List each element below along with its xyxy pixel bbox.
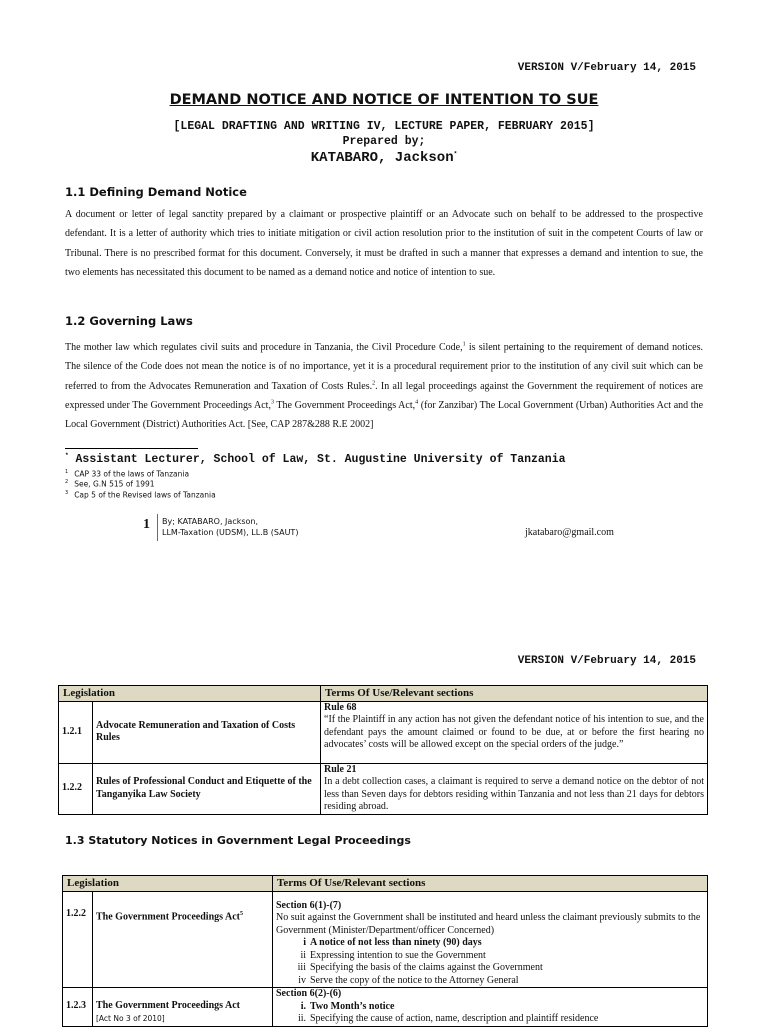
author-name bbox=[0, 150, 768, 166]
list-item bbox=[276, 975, 704, 988]
legislation-name: The Government Proceedings Act bbox=[96, 910, 240, 922]
version-label: VERSION V/February 14, 2015 bbox=[517, 655, 696, 667]
footnote-text: Cap 5 of the Revised laws of Tanzania bbox=[74, 490, 216, 500]
section-text: No suit against the Government shall be instituted and heard unless the claimant previously submits to the Government (Minister/Department/officer Concerned) bbox=[276, 912, 701, 936]
list-number: iv bbox=[298, 974, 306, 986]
section-heading-1-2: 1.2 Governing Laws bbox=[65, 314, 193, 328]
table-header-row bbox=[59, 686, 708, 702]
footer-line: By; KATABARO, Jackson, bbox=[162, 517, 259, 526]
list-text: Serve the copy of the notice to the Attorney General bbox=[310, 974, 519, 986]
list-text: Two Month’s notice bbox=[310, 1000, 395, 1012]
list-text: Expressing intention to sue the Government bbox=[310, 949, 486, 961]
footnote-text: Assistant Lecturer, School of Law, St. Augustine University of Tanzania bbox=[75, 452, 566, 466]
terms-cell bbox=[273, 988, 708, 1027]
author-name-text: KATABARO, Jackson bbox=[310, 150, 454, 166]
footnote-mark: * bbox=[65, 452, 69, 459]
list-number: i bbox=[303, 937, 306, 948]
legislation-cell: Advocate Remuneration and Taxation of Costs Rules bbox=[93, 701, 321, 763]
body-text: The Government Proceedings Act, bbox=[273, 399, 416, 411]
column-header: Legislation bbox=[59, 686, 321, 702]
legislation-cell bbox=[93, 891, 273, 988]
body-text: is silent pertaining to the requirement of demand notices. The silence of the Code does not mean the notice is of no importance, yet it is a procedural requirement prior to the institution of any civil suit which can be referred to from the Advocates Remuneration and Taxation of Costs Rules. bbox=[65, 342, 704, 392]
table-row bbox=[59, 763, 708, 814]
legislation-table-2 bbox=[62, 875, 708, 1027]
list-text: Specifying the cause of action, name, description and plaintiff residence bbox=[310, 1013, 599, 1024]
rule-text: “If the Plaintiff in any action has not given the defendant notice of his intention to sue, and the defendant pays the amount claimed or found to be due, at or before the first hearing no advocates’ costs will be allowed except on the special orders of the judge.” bbox=[324, 714, 704, 750]
list-number: ii. bbox=[297, 1013, 306, 1024]
rule-text: In a debt collection cases, a claimant is required to serve a demand notice on the debtor of not less than Seven days for debtors residing within Tanzania and not less than 21 days for debtors residing abroad. bbox=[324, 776, 704, 812]
prepared-by-label: Prepared by; bbox=[342, 135, 426, 148]
list-item bbox=[276, 937, 704, 950]
section-label: Section 6(2)-(6) bbox=[276, 988, 342, 999]
footnote-mark: 2 bbox=[65, 479, 69, 485]
footer-divider bbox=[157, 514, 158, 541]
section-label: Section 6(1)-(7) bbox=[276, 899, 342, 911]
list-text: A notice of not less than ninety (90) days bbox=[310, 937, 482, 948]
footnote-mark: 3 bbox=[65, 490, 69, 496]
section-heading-1-1: 1.1 Defining Demand Notice bbox=[65, 185, 247, 199]
section-body-1-1: A document or letter of legal sanctity prepared by a claimant or prospective plaintiff or an Advocate such on behalf to be addressed to the prospective defendant. It is a letter of authority which tries to initiate mitigation or civil action resolution prior to the institution of suit in the competent Courts of law or Tribunal. There is no prescribed format for this document. Conversely, it must be drafted in such a manner that expresses a demand and intention to sue, the two elements has necessitated this document to be named as a demand notice and notice of intention to sue. bbox=[65, 209, 703, 278]
column-header: Legislation bbox=[63, 876, 273, 892]
table-row bbox=[63, 988, 708, 1027]
table-row bbox=[63, 891, 708, 988]
footnote-2 bbox=[65, 479, 155, 489]
body-text: The mother law which regulates civil suits and procedure in Tanzania, the Civil Procedure Code, bbox=[65, 342, 463, 353]
footnote-ref: 3 bbox=[270, 399, 274, 406]
rule-label: Rule 68 bbox=[324, 701, 357, 713]
terms-cell bbox=[321, 701, 708, 763]
page-number: 1 bbox=[143, 517, 150, 532]
footnote-mark: 1 bbox=[65, 469, 69, 475]
terms-cell bbox=[321, 763, 708, 814]
legislation-table-1 bbox=[58, 685, 708, 815]
footnote-ref: 5 bbox=[239, 910, 243, 917]
footnote-1 bbox=[65, 469, 189, 479]
legislation-cell: Rules of Professional Conduct and Etiquette of the Tanganyika Law Society bbox=[93, 763, 321, 814]
list-item bbox=[276, 962, 704, 975]
table-header-row bbox=[63, 876, 708, 892]
list-item bbox=[276, 950, 704, 963]
legislation-cell bbox=[93, 988, 273, 1027]
footnote-3 bbox=[65, 490, 216, 500]
body-text: . In all legal proceedings against the Government the requirement of notices are expressed under The Government Proceedings Act, bbox=[65, 380, 703, 411]
footer-email: jkatabaro@gmail.com bbox=[525, 527, 614, 538]
row-number: 1.2.3 bbox=[63, 988, 93, 1027]
list-number: i. bbox=[300, 1000, 306, 1012]
row-number: 1.2.2 bbox=[59, 763, 93, 814]
column-header: Terms Of Use/Relevant sections bbox=[321, 686, 708, 702]
section-heading-1-3: 1.3 Statutory Notices in Government Legal Proceedings bbox=[65, 834, 411, 847]
footnote-text: See, G.N 515 of 1991 bbox=[74, 479, 155, 489]
row-number: 1.2.2 bbox=[63, 891, 93, 988]
footnote-separator bbox=[65, 448, 198, 449]
list-item bbox=[276, 1001, 704, 1014]
footnote-ref: 1 bbox=[462, 341, 466, 348]
list-number: iii bbox=[297, 962, 306, 973]
terms-cell bbox=[273, 891, 708, 988]
section-body-1-2 bbox=[65, 338, 703, 434]
version-label: VERSION V/February 14, 2015 bbox=[517, 62, 696, 74]
column-header: Terms Of Use/Relevant sections bbox=[273, 876, 708, 892]
rule-label: Rule 21 bbox=[324, 763, 357, 775]
list-number: ii bbox=[300, 949, 306, 961]
footer-author bbox=[162, 516, 298, 538]
legislation-name: The Government Proceedings Act bbox=[96, 1000, 240, 1011]
author-footnote-mark: * bbox=[453, 150, 458, 158]
body-text: (for Zanzibar) The Local Government (Urban) Authorities Act and the Local Government (District) Authorities Act. [See, CAP 287&288 R.E 2002] bbox=[65, 399, 704, 431]
document-subtitle: [LEGAL DRAFTING AND WRITING IV, LECTURE PAPER, FEBRUARY 2015] bbox=[173, 120, 595, 133]
row-number: 1.2.1 bbox=[59, 701, 93, 763]
footnote-author bbox=[65, 452, 566, 466]
footnote-ref: 2 bbox=[372, 380, 376, 387]
list-text: Specifying the basis of the claims against the Government bbox=[310, 962, 543, 973]
footnote-text: CAP 33 of the laws of Tanzania bbox=[74, 469, 190, 479]
act-number: [Act No 3 of 2010] bbox=[96, 1013, 165, 1023]
footer-line: LLM-Taxation (UDSM), LL.B (SAUT) bbox=[162, 528, 299, 537]
footnote-ref: 4 bbox=[415, 399, 419, 406]
table-row bbox=[59, 701, 708, 763]
document-title: DEMAND NOTICE AND NOTICE OF INTENTION TO SUE bbox=[169, 92, 599, 108]
